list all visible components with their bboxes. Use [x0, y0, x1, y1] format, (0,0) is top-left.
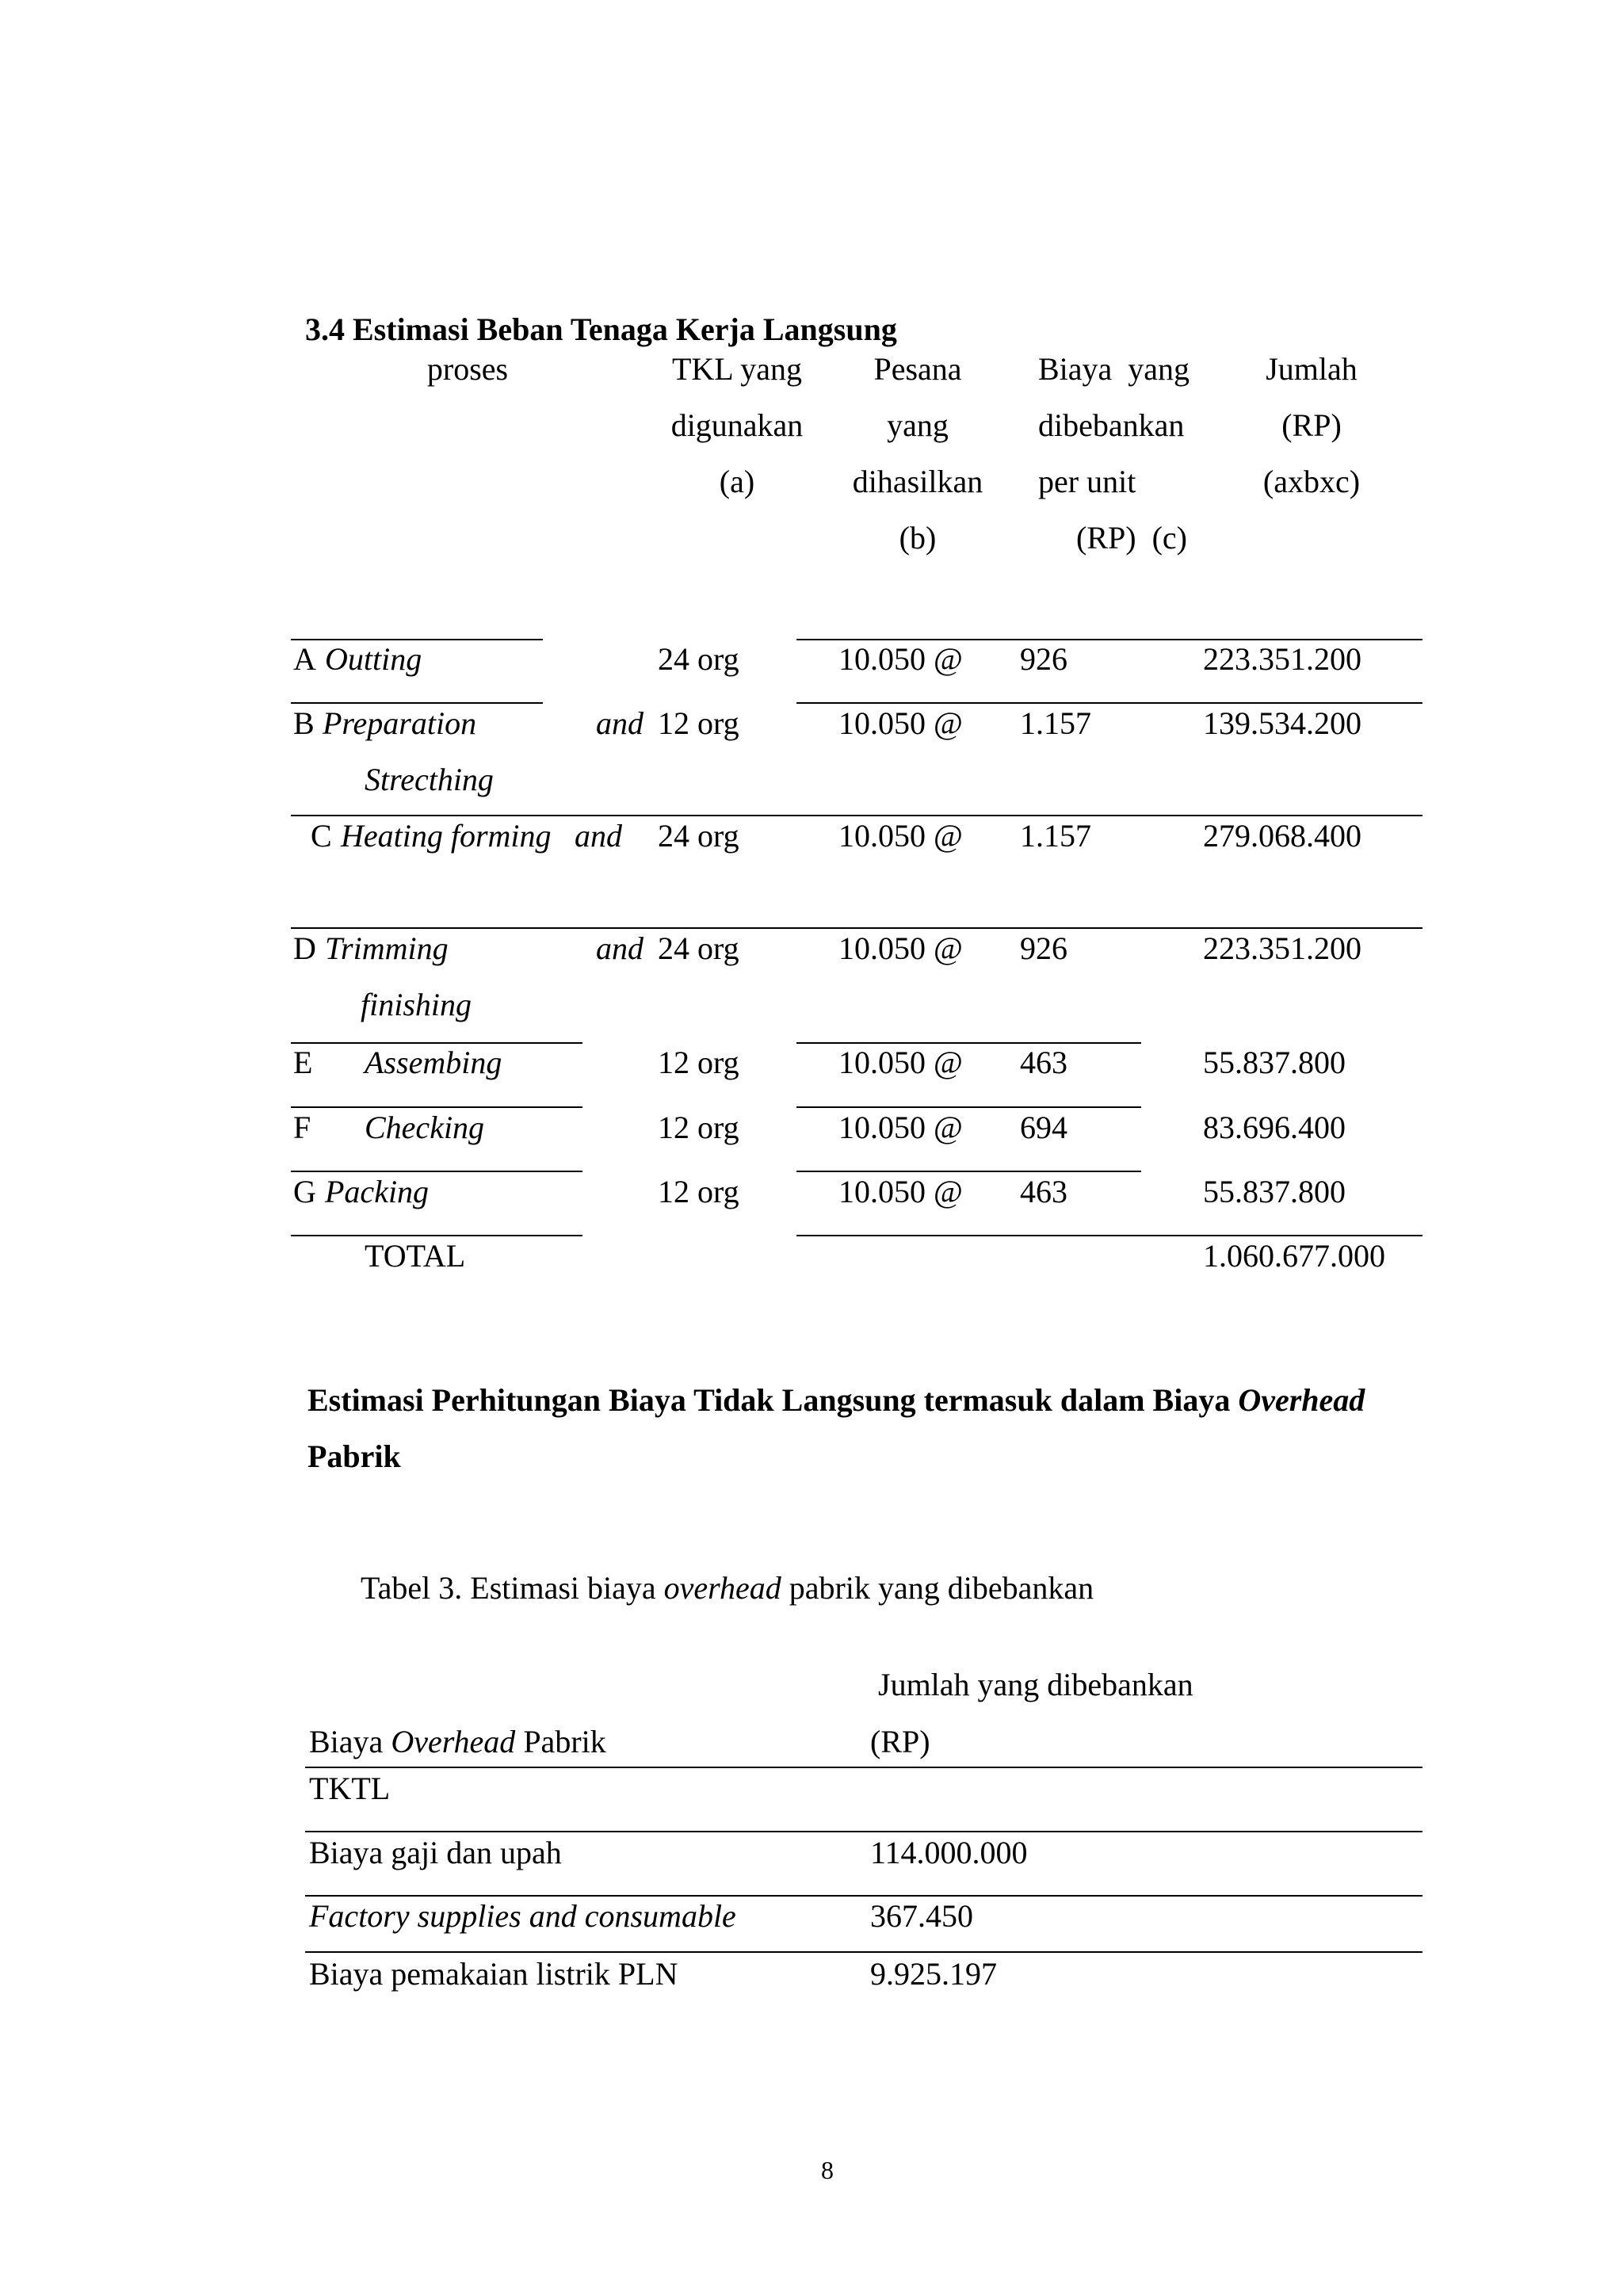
header-proses: proses	[426, 351, 509, 387]
section-title: 3.4 Estimasi Beban Tenaga Kerja Langsung	[305, 311, 897, 347]
row-biaya: 463	[1020, 1045, 1067, 1080]
header-pesanan-2: yang	[887, 407, 949, 443]
header-tkl-3: (a)	[719, 464, 755, 499]
overhead-heading-italic: Overhead	[1238, 1382, 1365, 1418]
row-rule	[291, 1106, 582, 1108]
row-code: E	[293, 1045, 313, 1080]
row-pesanan: 10.050 @	[838, 1174, 963, 1209]
overhead-heading	[307, 1382, 1365, 1418]
row-rule	[305, 1831, 1423, 1832]
caption-before: Tabel 3. Estimasi biaya	[361, 1570, 664, 1606]
row-pesanan: 10.050 @	[838, 818, 963, 854]
row-rule	[796, 639, 1423, 640]
row-tkl: 12 org	[658, 705, 739, 741]
overhead-row-label: Biaya gaji dan upah	[309, 1835, 562, 1870]
row-process-name-suffix: and	[575, 818, 622, 854]
row-biaya: 926	[1020, 641, 1067, 677]
row-process-name: Packing	[325, 1174, 430, 1209]
row-process-name: Assembing	[365, 1045, 502, 1080]
caption-after: pabrik yang dibebankan	[781, 1570, 1094, 1606]
header-tkl-2: digunakan	[670, 407, 804, 443]
row-jumlah: 279.068.400	[1203, 818, 1361, 854]
row-pesanan: 10.050 @	[838, 641, 963, 677]
row-biaya: 1.157	[1020, 705, 1091, 741]
header-biaya-3: per unit	[1038, 464, 1136, 499]
col1-header-before: Biaya	[309, 1724, 391, 1759]
overhead-col2-header-2: (RP)	[870, 1724, 930, 1759]
row-biaya: 463	[1020, 1174, 1067, 1209]
row-biaya: 1.157	[1020, 818, 1091, 854]
row-pesanan: 10.050 @	[838, 705, 963, 741]
row-code: D	[293, 930, 316, 966]
row-process-name-suffix: and	[596, 930, 643, 966]
row-process-name: Outting	[325, 641, 422, 677]
header-pesanan-1: Pesana	[873, 351, 962, 387]
row-rule	[291, 1235, 582, 1236]
page-number: 8	[821, 2156, 834, 2184]
total-value: 1.060.677.000	[1203, 1238, 1385, 1274]
row-biaya: 694	[1020, 1110, 1067, 1145]
overhead-col1-header	[309, 1726, 606, 1758]
row-jumlah: 55.837.800	[1203, 1174, 1346, 1209]
caption-italic: overhead	[663, 1570, 781, 1606]
row-biaya: 926	[1020, 930, 1067, 966]
header-biaya-2: dibebankan	[1038, 407, 1185, 443]
row-code: B	[293, 705, 315, 741]
row-pesanan: 10.050 @	[838, 1110, 963, 1145]
row-jumlah: 223.351.200	[1203, 641, 1361, 677]
row-process-name: Preparation	[323, 705, 477, 741]
overhead-heading-text: Estimasi Perhitungan Biaya Tidak Langsung termasuk dalam Biaya	[307, 1382, 1239, 1418]
row-jumlah: 83.696.400	[1203, 1110, 1346, 1145]
row-rule	[796, 702, 1423, 704]
header-biaya-4: (RP) (c)	[1076, 520, 1187, 556]
row-rule	[291, 927, 1423, 929]
row-rule	[796, 1171, 1141, 1172]
overhead-heading-line2: Pabrik	[307, 1438, 401, 1474]
row-process-name: Heating forming	[341, 818, 552, 854]
header-pesanan-4: (b)	[899, 520, 937, 556]
header-tkl-1: TKL yang	[671, 351, 803, 387]
row-process-name-cont: Strecthing	[365, 762, 494, 797]
row-jumlah: 55.837.800	[1203, 1045, 1346, 1080]
overhead-row-label: TKTL	[309, 1771, 391, 1806]
row-rule	[291, 702, 543, 704]
row-tkl: 12 org	[658, 1110, 739, 1145]
overhead-row-value: 114.000.000	[870, 1835, 1028, 1870]
header-jumlah-2: (RP)	[1281, 407, 1342, 443]
row-jumlah: 223.351.200	[1203, 930, 1361, 966]
overhead-col2-header-1: Jumlah yang dibebankan	[878, 1667, 1193, 1702]
row-jumlah: 139.534.200	[1203, 705, 1361, 741]
row-code: G	[293, 1174, 316, 1209]
overhead-row-value: 9.925.197	[870, 1956, 997, 1992]
col1-header-italic: Overhead	[391, 1724, 516, 1759]
row-process-name-cont: finishing	[361, 987, 472, 1022]
row-rule	[291, 1171, 582, 1172]
row-process-name: Checking	[365, 1110, 485, 1145]
row-tkl: 12 org	[658, 1045, 739, 1080]
table-caption	[361, 1572, 1094, 1604]
header-jumlah-3: (axbxc)	[1262, 464, 1361, 499]
row-tkl: 24 org	[658, 930, 739, 966]
overhead-row-label: Factory supplies and consumable	[309, 1898, 736, 1934]
row-tkl: 24 org	[658, 818, 739, 854]
overhead-row-value: 367.450	[870, 1898, 973, 1934]
row-process-name: Trimming	[325, 930, 449, 966]
row-rule	[796, 1106, 1141, 1108]
row-rule	[305, 1767, 1423, 1768]
row-code: C	[311, 818, 332, 854]
row-rule	[291, 815, 1423, 816]
row-rule	[291, 1042, 582, 1044]
row-rule	[796, 1042, 1141, 1044]
header-jumlah-1: Jumlah	[1266, 351, 1358, 387]
row-tkl: 12 org	[658, 1174, 739, 1209]
row-code: F	[293, 1110, 311, 1145]
row-rule	[305, 1951, 1423, 1953]
row-rule	[305, 1895, 1423, 1897]
col1-header-after: Pabrik	[515, 1724, 606, 1759]
row-pesanan: 10.050 @	[838, 1045, 963, 1080]
header-pesanan-3: dihasilkan	[852, 464, 983, 499]
row-pesanan: 10.050 @	[838, 930, 963, 966]
overhead-row-label: Biaya pemakaian listrik PLN	[309, 1956, 678, 1992]
row-rule	[291, 639, 543, 640]
row-tkl: 24 org	[658, 641, 739, 677]
header-biaya-1: Biaya yang	[1038, 351, 1190, 387]
row-code: A	[293, 641, 316, 677]
row-rule	[796, 1235, 1423, 1236]
row-process-name-suffix: and	[596, 705, 643, 741]
total-label: TOTAL	[365, 1238, 466, 1274]
